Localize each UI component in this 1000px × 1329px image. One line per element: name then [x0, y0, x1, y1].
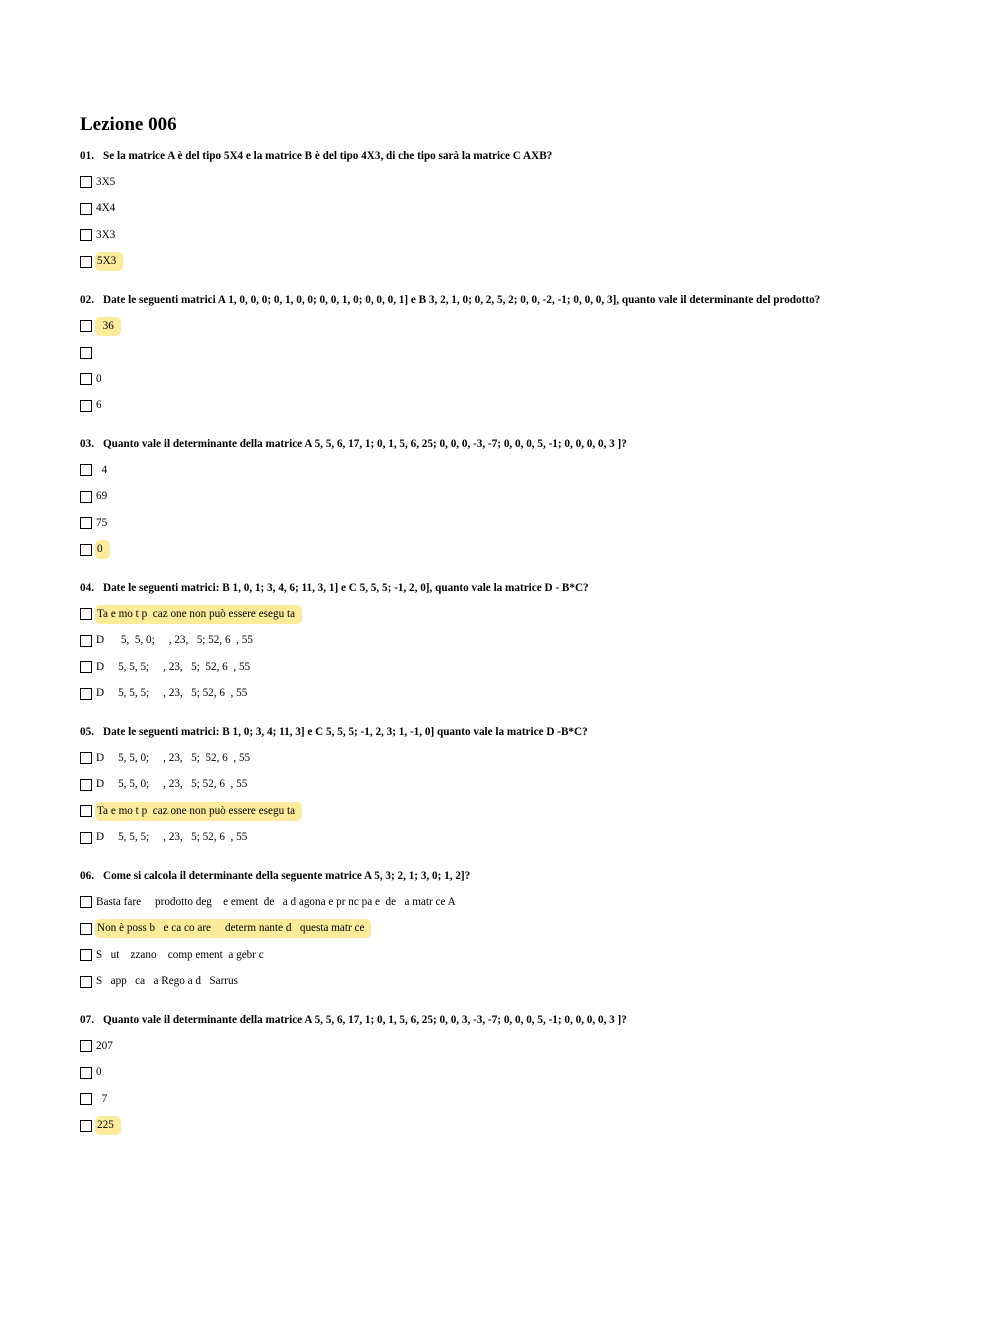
answer-label: 4: [96, 463, 108, 476]
question-number: 03.: [80, 438, 94, 450]
answer-option[interactable]: [80, 393, 980, 420]
answer-option[interactable]: [80, 340, 980, 367]
answer-label: 69: [96, 490, 108, 503]
answer-option[interactable]: [80, 484, 980, 511]
question-number: 06.: [80, 870, 94, 882]
answer-label: D 5, 5, 5; , 23, 5; 52, 6 , 55: [96, 660, 251, 673]
answer-label: 3X3: [96, 228, 116, 241]
question-text: [80, 1011, 980, 1029]
answer-checkbox[interactable]: [80, 688, 92, 700]
answer-option[interactable]: [80, 1086, 980, 1113]
answer-checkbox[interactable]: [80, 635, 92, 647]
answer-label: S app ca a Rego a d Sarrus: [96, 975, 238, 988]
answer-checkbox[interactable]: [80, 608, 92, 620]
answer-checkbox[interactable]: [80, 1120, 92, 1132]
question-number: 07.: [80, 1014, 94, 1026]
answer-checkbox[interactable]: [80, 1093, 92, 1105]
answer-option[interactable]: [80, 366, 980, 393]
highlighted-answer-label: 0: [95, 540, 110, 559]
answer-option[interactable]: [80, 249, 980, 276]
question-prompt: Quanto vale il determinante della matrice A 5, 5, 6, 17, 1; 0, 1, 5, 6, 25; 0, 0, 0, -3, -7; 0, 0, 0, 5, -1; 0, 0, 0, 0, 3 ]?: [102, 438, 627, 450]
question-5: [80, 723, 980, 851]
answer-label: D 5, 5, 0; , 23, 5; 52, 6 , 55: [96, 778, 248, 791]
question-text: [80, 579, 980, 597]
answer-checkbox[interactable]: [80, 464, 92, 476]
answer-option[interactable]: [80, 745, 980, 772]
question-number: 05.: [80, 726, 94, 738]
question-text: [80, 867, 980, 885]
answer-option[interactable]: [80, 772, 980, 799]
question-list: [80, 147, 980, 1139]
highlighted-answer-label: Ta e mo t p caz one non può essere esegu ta: [95, 802, 302, 821]
question-prompt: Date le seguenti matrici: B 1, 0, 1; 3, 4, 6; 11, 3, 1] e C 5, 5, 5; -1, 2, 0], quanto vale la matrice D - B*C?: [102, 582, 589, 594]
answer-option[interactable]: [80, 628, 980, 655]
question-text: [80, 147, 980, 165]
answer-option[interactable]: [80, 457, 980, 484]
answer-checkbox[interactable]: [80, 661, 92, 673]
answer-checkbox[interactable]: [80, 1040, 92, 1052]
answer-checkbox[interactable]: [80, 752, 92, 764]
answer-option[interactable]: [80, 1033, 980, 1060]
answer-checkbox[interactable]: [80, 1067, 92, 1079]
answer-checkbox[interactable]: [80, 203, 92, 215]
highlighted-answer-label: 5X3: [95, 252, 123, 271]
answer-option[interactable]: [80, 798, 980, 825]
question-text: [80, 435, 980, 453]
answer-option[interactable]: [80, 601, 980, 628]
answer-checkbox[interactable]: [80, 779, 92, 791]
answer-label: Basta fare prodotto deg e ement de a d agona e pr nc pa e de a matr ce A: [96, 895, 456, 908]
answer-option[interactable]: [80, 510, 980, 537]
answer-checkbox[interactable]: [80, 896, 92, 908]
answer-label: 6: [96, 399, 102, 412]
answer-checkbox[interactable]: [80, 229, 92, 241]
answer-checkbox[interactable]: [80, 400, 92, 412]
question-text: [80, 723, 980, 741]
question-text: [80, 291, 980, 309]
answer-checkbox[interactable]: [80, 176, 92, 188]
question-6: [80, 867, 980, 995]
question-prompt: Date le seguenti matrici: B 1, 0; 3, 4; 11, 3] e C 5, 5, 5; -1, 2, 3; 1, -1, 0] quanto vale la matrice D -B*C?: [102, 726, 588, 738]
answer-label: D 5, 5, 5; , 23, 5; 52, 6 , 55: [96, 831, 248, 844]
answer-checkbox[interactable]: [80, 320, 92, 332]
answer-checkbox[interactable]: [80, 805, 92, 817]
answer-option[interactable]: [80, 916, 980, 943]
answer-checkbox[interactable]: [80, 544, 92, 556]
answer-option[interactable]: [80, 1113, 980, 1140]
highlighted-answer-label: 36: [95, 317, 121, 336]
answer-label: D 5, 5, 5; , 23, 5; 52, 6 , 55: [96, 687, 248, 700]
answer-checkbox[interactable]: [80, 832, 92, 844]
answer-label: S ut zzano comp ement a gebr c: [96, 948, 264, 961]
answer-option[interactable]: [80, 169, 980, 196]
answer-label: D 5, 5, 0; , 23, 5; 52, 6 , 55: [96, 634, 253, 647]
answer-option[interactable]: [80, 196, 980, 223]
answer-checkbox[interactable]: [80, 949, 92, 961]
answer-label: 75: [96, 516, 108, 529]
question-number: 04.: [80, 582, 94, 594]
question-2: [80, 291, 980, 419]
answer-checkbox[interactable]: [80, 347, 92, 359]
answer-option[interactable]: [80, 1060, 980, 1087]
answer-checkbox[interactable]: [80, 256, 92, 268]
question-3: [80, 435, 980, 563]
answer-option[interactable]: [80, 313, 980, 340]
answer-option[interactable]: [80, 889, 980, 916]
answer-option[interactable]: [80, 969, 980, 996]
answer-checkbox[interactable]: [80, 491, 92, 503]
question-number: 01.: [80, 150, 94, 162]
answer-label: 0: [96, 1066, 102, 1079]
question-number: 02.: [80, 294, 94, 306]
answer-checkbox[interactable]: [80, 976, 92, 988]
answer-option[interactable]: [80, 222, 980, 249]
answer-label: 7: [96, 1092, 108, 1105]
answer-option[interactable]: [80, 825, 980, 852]
highlighted-answer-label: 225: [95, 1116, 121, 1135]
answer-checkbox[interactable]: [80, 517, 92, 529]
answer-label: D 5, 5, 0; , 23, 5; 52, 6 , 55: [96, 751, 251, 764]
question-prompt: Quanto vale il determinante della matrice A 5, 5, 6, 17, 1; 0, 1, 5, 6, 25; 0, 0, 3, -3, -7; 0, 0, 0, 5, -1; 0, 0, 0, 0, 3 ]?: [102, 1014, 627, 1026]
answer-label: 4X4: [96, 202, 116, 215]
answer-option[interactable]: [80, 942, 980, 969]
question-prompt: Date le seguenti matrici A 1, 0, 0, 0; 0, 1, 0, 0; 0, 0, 1, 0; 0, 0, 0, 1] e B 3, 2, 1, 0; 0, 2, 5, 2; 0, 0, -2, -1; 0, 0, 0, 3], quanto vale il determinante del prodotto?: [102, 294, 821, 306]
answer-label: 0: [96, 372, 102, 385]
answer-checkbox[interactable]: [80, 373, 92, 385]
answer-label: [95, 344, 100, 361]
question-4: [80, 579, 980, 707]
question-prompt: Se la matrice A è del tipo 5X4 e la matrice B è del tipo 4X3, di che tipo sarà la matrice C AXB?: [102, 150, 553, 162]
answer-label: 3X5: [96, 175, 116, 188]
answer-option[interactable]: [80, 681, 980, 708]
answer-label: 207: [96, 1039, 113, 1052]
answer-option[interactable]: [80, 654, 980, 681]
answer-checkbox[interactable]: [80, 923, 92, 935]
question-1: [80, 147, 980, 275]
quiz-page: [80, 113, 980, 1155]
question-7: [80, 1011, 980, 1139]
highlighted-answer-label: Ta e mo t p caz one non può essere esegu ta: [95, 605, 302, 624]
answer-option[interactable]: [80, 537, 980, 564]
question-prompt: Come si calcola il determinante della seguente matrice A 5, 3; 2, 1; 3, 0; 1, 2]?: [102, 870, 471, 882]
page-title: Lezione 006: [80, 114, 177, 135]
highlighted-answer-label: Non è poss b e ca co are determ nante d questa matr ce: [95, 919, 371, 938]
